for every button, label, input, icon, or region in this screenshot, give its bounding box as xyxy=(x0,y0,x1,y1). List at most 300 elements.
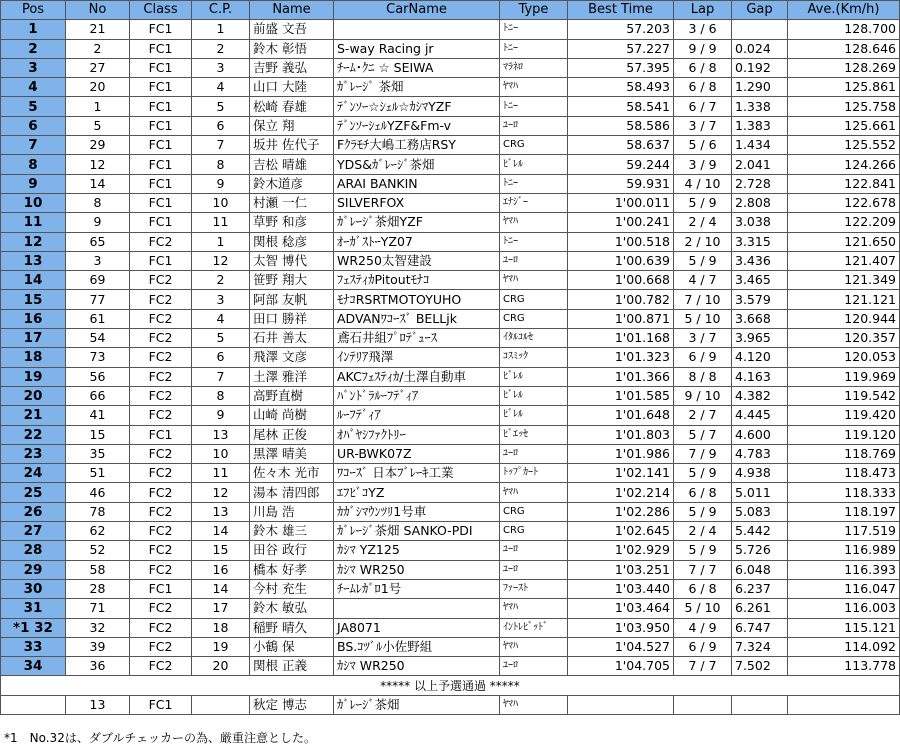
cell-lap: 2 / 10 xyxy=(674,232,732,251)
cell-pos: 18 xyxy=(1,348,66,367)
cell-class: FC1 xyxy=(130,695,192,714)
cell-gap: 1.290 xyxy=(732,78,788,97)
cell-name: 山口 大陸 xyxy=(250,78,334,97)
cell-gap: 4.938 xyxy=(732,464,788,483)
cell-lap: 3 / 6 xyxy=(674,20,732,39)
cell-name: 高野直樹 xyxy=(250,386,334,405)
cell-lap: 6 / 8 xyxy=(674,78,732,97)
cell-no: 41 xyxy=(66,406,130,425)
cell-lap: 5 / 10 xyxy=(674,309,732,328)
cell-cp: 10 xyxy=(192,193,250,212)
cell-no: 36 xyxy=(66,657,130,676)
cell-lap: 5 / 9 xyxy=(674,193,732,212)
cell-type: ﾔﾏﾊ xyxy=(500,78,568,97)
cell-carname: WR250太智建設 xyxy=(334,251,500,270)
cell-gap: 2.728 xyxy=(732,174,788,193)
cell-pos: 1 xyxy=(1,20,66,39)
cell-carname: UR-BWK07Z xyxy=(334,444,500,463)
cell-best-time: 57.227 xyxy=(568,39,674,58)
cell-no: 35 xyxy=(66,444,130,463)
cell-lap: 8 / 8 xyxy=(674,367,732,386)
cell-pos: 25 xyxy=(1,483,66,502)
cell-no: 71 xyxy=(66,599,130,618)
cell-lap xyxy=(674,695,732,714)
cell-average: 116.003 xyxy=(788,599,900,618)
cell-cp: 13 xyxy=(192,502,250,521)
cell-name: 前盛 文吾 xyxy=(250,20,334,39)
cell-class: FC2 xyxy=(130,560,192,579)
cell-cp: 9 xyxy=(192,406,250,425)
cell-type: ﾔﾏﾊ xyxy=(500,483,568,502)
cell-best-time: 1'01.168 xyxy=(568,329,674,348)
cell-carname: ARAI BANKIN xyxy=(334,174,500,193)
cell-gap: 4.163 xyxy=(732,367,788,386)
cell-best-time: 59.244 xyxy=(568,155,674,174)
cell-name: 阿部 友帆 xyxy=(250,290,334,309)
cell-cp: 8 xyxy=(192,155,250,174)
cell-class: FC2 xyxy=(130,232,192,251)
cell-gap: 2.808 xyxy=(732,193,788,212)
cell-lap: 4 / 7 xyxy=(674,271,732,290)
cell-gap: 0.192 xyxy=(732,58,788,77)
cell-no: 69 xyxy=(66,271,130,290)
cell-no: 52 xyxy=(66,541,130,560)
cell-name: 吉松 晴雄 xyxy=(250,155,334,174)
cell-no: 14 xyxy=(66,174,130,193)
cell-name: 鈴木 彰悟 xyxy=(250,39,334,58)
cell-best-time: 1'01.323 xyxy=(568,348,674,367)
table-row xyxy=(1,348,900,367)
cell-cp xyxy=(192,695,250,714)
footnote: *1 No.32は、ダブルチェッカーの為、厳重注意とした。 xyxy=(4,731,316,745)
col-header-no: No xyxy=(66,1,130,20)
cell-average: 119.969 xyxy=(788,367,900,386)
cell-pos: 19 xyxy=(1,367,66,386)
cell-cp: 18 xyxy=(192,618,250,637)
cell-class: FC2 xyxy=(130,367,192,386)
cell-gap xyxy=(732,695,788,714)
cell-class: FC1 xyxy=(130,39,192,58)
cell-best-time: 1'02.645 xyxy=(568,522,674,541)
cell-no: 39 xyxy=(66,637,130,656)
cell-average: 118.333 xyxy=(788,483,900,502)
cell-name: 山崎 尚樹 xyxy=(250,406,334,425)
cell-best-time: 1'03.251 xyxy=(568,560,674,579)
cell-pos: 12 xyxy=(1,232,66,251)
cell-name: 保立 翔 xyxy=(250,116,334,135)
cell-pos: 22 xyxy=(1,425,66,444)
table-row xyxy=(1,579,900,598)
cell-average: 116.047 xyxy=(788,579,900,598)
cell-average: 114.092 xyxy=(788,637,900,656)
cell-type: ﾋﾞﾚﾙ xyxy=(500,367,568,386)
cell-no: 77 xyxy=(66,290,130,309)
cell-best-time: 1'00.871 xyxy=(568,309,674,328)
table-row xyxy=(1,599,900,618)
cell-pos: 4 xyxy=(1,78,66,97)
cell-no: 15 xyxy=(66,425,130,444)
cell-name: 佐々木 光市 xyxy=(250,464,334,483)
cell-carname: JA8071 xyxy=(334,618,500,637)
cell-class: FC1 xyxy=(130,78,192,97)
cell-average: 125.758 xyxy=(788,97,900,116)
cell-no: 8 xyxy=(66,193,130,212)
cell-average: 122.841 xyxy=(788,174,900,193)
qualifying-separator-row xyxy=(1,676,900,695)
cell-best-time: 1'01.648 xyxy=(568,406,674,425)
table-row xyxy=(1,406,900,425)
col-header-gap: Gap xyxy=(732,1,788,20)
cell-carname: ｵｰｶﾞｽﾄｰYZ07 xyxy=(334,232,500,251)
cell-cp: 2 xyxy=(192,271,250,290)
cell-lap: 3 / 9 xyxy=(674,155,732,174)
cell-best-time: 1'04.527 xyxy=(568,637,674,656)
cell-cp: 17 xyxy=(192,599,250,618)
cell-best-time: 1'00.639 xyxy=(568,251,674,270)
cell-pos: 5 xyxy=(1,97,66,116)
cell-carname: ﾜｺｰｽﾞ 日本ﾌﾞﾚｰｷ工業 xyxy=(334,464,500,483)
cell-gap: 4.120 xyxy=(732,348,788,367)
cell-name: 土澤 雅洋 xyxy=(250,367,334,386)
cell-class: FC1 xyxy=(130,579,192,598)
cell-name: 秋定 博志 xyxy=(250,695,334,714)
cell-pos: 8 xyxy=(1,155,66,174)
cell-no: 29 xyxy=(66,136,130,155)
col-header-carname: CarName xyxy=(334,1,500,20)
cell-type: ﾋﾞﾚﾙ xyxy=(500,155,568,174)
cell-pos: 15 xyxy=(1,290,66,309)
cell-average: 121.650 xyxy=(788,232,900,251)
cell-pos: 14 xyxy=(1,271,66,290)
cell-name: 今村 充生 xyxy=(250,579,334,598)
cell-cp: 1 xyxy=(192,232,250,251)
qualifying-separator: ***** 以上予選通過 ***** xyxy=(1,676,900,695)
cell-type: ﾔﾏﾊ xyxy=(500,599,568,618)
cell-name: 石井 善太 xyxy=(250,329,334,348)
cell-name: 黒澤 晴美 xyxy=(250,444,334,463)
cell-lap: 6 / 9 xyxy=(674,348,732,367)
cell-name: 田谷 政行 xyxy=(250,541,334,560)
cell-average: 122.209 xyxy=(788,213,900,232)
cell-type: ﾕｰﾛ xyxy=(500,657,568,676)
cell-type: ﾄﾆｰ xyxy=(500,232,568,251)
cell-carname: ｶﾞﾚｰｼﾞ茶畑YZF xyxy=(334,213,500,232)
cell-name: 坂井 佐代子 xyxy=(250,136,334,155)
table-row xyxy=(1,657,900,676)
table-row xyxy=(1,174,900,193)
cell-lap: 3 / 7 xyxy=(674,116,732,135)
cell-class: FC2 xyxy=(130,444,192,463)
cell-pos: *1 32 xyxy=(1,618,66,637)
cell-carname: 鳶石井組ﾌﾟﾛﾃﾞｭｰｽ xyxy=(334,329,500,348)
cell-pos: 21 xyxy=(1,406,66,425)
cell-best-time: 1'00.668 xyxy=(568,271,674,290)
cell-pos: 2 xyxy=(1,39,66,58)
cell-carname: ｴﾌﾋﾞｺYZ xyxy=(334,483,500,502)
cell-cp: 20 xyxy=(192,657,250,676)
cell-cp: 12 xyxy=(192,251,250,270)
cell-gap: 3.668 xyxy=(732,309,788,328)
cell-class: FC2 xyxy=(130,657,192,676)
cell-best-time: 1'03.440 xyxy=(568,579,674,598)
cell-carname: ADVANﾜｺｰｽﾞ BELLjk xyxy=(334,309,500,328)
table-row xyxy=(1,136,900,155)
cell-pos: 6 xyxy=(1,116,66,135)
cell-type: ﾕｰﾛ xyxy=(500,116,568,135)
cell-name: 小鶴 保 xyxy=(250,637,334,656)
cell-gap: 5.011 xyxy=(732,483,788,502)
cell-name: 飛澤 文彦 xyxy=(250,348,334,367)
cell-gap: 6.237 xyxy=(732,579,788,598)
cell-best-time: 57.395 xyxy=(568,58,674,77)
cell-name: 松崎 春雄 xyxy=(250,97,334,116)
cell-lap: 6 / 8 xyxy=(674,58,732,77)
cell-cp: 13 xyxy=(192,425,250,444)
cell-lap: 2 / 7 xyxy=(674,406,732,425)
cell-average: 120.053 xyxy=(788,348,900,367)
cell-name: 尾林 正俊 xyxy=(250,425,334,444)
cell-class: FC1 xyxy=(130,136,192,155)
cell-type: ｲﾀﾙｺﾙｾ xyxy=(500,329,568,348)
cell-carname: YDS&ｶﾞﾚｰｼﾞ茶畑 xyxy=(334,155,500,174)
table-row xyxy=(1,213,900,232)
table-row xyxy=(1,290,900,309)
cell-no: 54 xyxy=(66,329,130,348)
cell-cp: 15 xyxy=(192,541,250,560)
cell-no: 78 xyxy=(66,502,130,521)
cell-carname: ｶﾞﾚｰｼﾞ茶畑 SANKO-PDI xyxy=(334,522,500,541)
cell-best-time: 1'00.782 xyxy=(568,290,674,309)
cell-pos: 13 xyxy=(1,251,66,270)
cell-no: 20 xyxy=(66,78,130,97)
cell-type: ﾋﾞﾚﾙ xyxy=(500,406,568,425)
cell-lap: 5 / 7 xyxy=(674,425,732,444)
cell-no: 2 xyxy=(66,39,130,58)
col-header-name: Name xyxy=(250,1,334,20)
cell-cp: 4 xyxy=(192,309,250,328)
cell-average: 118.769 xyxy=(788,444,900,463)
cell-no: 32 xyxy=(66,618,130,637)
cell-carname xyxy=(334,599,500,618)
cell-cp: 7 xyxy=(192,367,250,386)
cell-lap: 5 / 9 xyxy=(674,541,732,560)
cell-no: 3 xyxy=(66,251,130,270)
cell-type: CRG xyxy=(500,502,568,521)
cell-average: 120.944 xyxy=(788,309,900,328)
table-row xyxy=(1,20,900,39)
cell-class: FC1 xyxy=(130,116,192,135)
cell-pos: 16 xyxy=(1,309,66,328)
cell-lap: 9 / 10 xyxy=(674,386,732,405)
cell-cp: 3 xyxy=(192,58,250,77)
cell-cp: 2 xyxy=(192,39,250,58)
cell-lap: 7 / 7 xyxy=(674,560,732,579)
cell-no: 58 xyxy=(66,560,130,579)
cell-carname: S-way Racing jr xyxy=(334,39,500,58)
cell-type: ﾄｯﾌﾟｶｰﾄ xyxy=(500,464,568,483)
cell-average: 118.473 xyxy=(788,464,900,483)
cell-carname: ﾁｰﾑﾚｶﾞﾛ1号 xyxy=(334,579,500,598)
cell-carname: ｶｼﾏ YZ125 xyxy=(334,541,500,560)
cell-average: 119.120 xyxy=(788,425,900,444)
cell-type: ｲﾝﾄﾚﾋﾞｯﾄﾞ xyxy=(500,618,568,637)
cell-class: FC1 xyxy=(130,213,192,232)
cell-gap: 2.041 xyxy=(732,155,788,174)
col-header-pos: Pos xyxy=(1,1,66,20)
cell-class: FC2 xyxy=(130,618,192,637)
cell-name: 湯本 清四郎 xyxy=(250,483,334,502)
cell-type: ﾕｰﾛ xyxy=(500,541,568,560)
cell-best-time: 1'01.986 xyxy=(568,444,674,463)
col-header-lap: Lap xyxy=(674,1,732,20)
cell-lap: 7 / 9 xyxy=(674,444,732,463)
cell-lap: 6 / 8 xyxy=(674,483,732,502)
cell-type: CRG xyxy=(500,522,568,541)
cell-best-time: 1'04.705 xyxy=(568,657,674,676)
cell-type: ﾔﾏﾊ xyxy=(500,271,568,290)
cell-name: 川島 浩 xyxy=(250,502,334,521)
table-row xyxy=(1,522,900,541)
cell-name: 橋本 好孝 xyxy=(250,560,334,579)
table-row xyxy=(1,309,900,328)
cell-lap: 9 / 9 xyxy=(674,39,732,58)
cell-carname: ﾃﾞﾝｿｰｼｪﾙYZF&Fm-v xyxy=(334,116,500,135)
cell-carname xyxy=(334,20,500,39)
cell-average: 116.989 xyxy=(788,541,900,560)
cell-class: FC2 xyxy=(130,541,192,560)
cell-cp: 11 xyxy=(192,464,250,483)
cell-average: 128.269 xyxy=(788,58,900,77)
cell-average: 120.357 xyxy=(788,329,900,348)
header-row xyxy=(1,1,900,20)
cell-class: FC1 xyxy=(130,97,192,116)
cell-average: 124.266 xyxy=(788,155,900,174)
cell-type: ｺｽﾐｯｸ xyxy=(500,348,568,367)
cell-lap: 4 / 9 xyxy=(674,618,732,637)
cell-class: FC2 xyxy=(130,502,192,521)
cell-name: 笹野 翔大 xyxy=(250,271,334,290)
cell-no: 56 xyxy=(66,367,130,386)
table-row xyxy=(1,39,900,58)
cell-best-time: 1'03.464 xyxy=(568,599,674,618)
cell-best-time: 1'01.585 xyxy=(568,386,674,405)
cell-pos: 31 xyxy=(1,599,66,618)
cell-no: 13 xyxy=(66,695,130,714)
cell-pos: 10 xyxy=(1,193,66,212)
table-row xyxy=(1,464,900,483)
cell-cp: 10 xyxy=(192,444,250,463)
cell-cp: 5 xyxy=(192,329,250,348)
cell-gap: 4.600 xyxy=(732,425,788,444)
table-row xyxy=(1,232,900,251)
cell-gap: 4.445 xyxy=(732,406,788,425)
cell-best-time xyxy=(568,695,674,714)
cell-pos: 23 xyxy=(1,444,66,463)
cell-type: ﾕｰﾛ xyxy=(500,251,568,270)
cell-class: FC1 xyxy=(130,251,192,270)
cell-average: 118.197 xyxy=(788,502,900,521)
cell-name: 鈴木 雄三 xyxy=(250,522,334,541)
cell-average: 117.519 xyxy=(788,522,900,541)
cell-no: 27 xyxy=(66,58,130,77)
cell-gap: 7.502 xyxy=(732,657,788,676)
cell-gap: 5.083 xyxy=(732,502,788,521)
col-header-type: Type xyxy=(500,1,568,20)
cell-gap: 4.382 xyxy=(732,386,788,405)
cell-type: ﾋﾞﾚﾙ xyxy=(500,386,568,405)
cell-cp: 5 xyxy=(192,97,250,116)
cell-class: FC1 xyxy=(130,193,192,212)
cell-type: ﾄﾆｰ xyxy=(500,97,568,116)
cell-lap: 7 / 10 xyxy=(674,290,732,309)
cell-gap: 4.783 xyxy=(732,444,788,463)
cell-no: 51 xyxy=(66,464,130,483)
cell-best-time: 1'01.366 xyxy=(568,367,674,386)
cell-gap: 3.436 xyxy=(732,251,788,270)
cell-gap: 6.747 xyxy=(732,618,788,637)
cell-lap: 5 / 9 xyxy=(674,502,732,521)
cell-carname: ｵﾊﾞﾔｼﾌｧｸﾄﾘｰ xyxy=(334,425,500,444)
cell-cp: 9 xyxy=(192,174,250,193)
table-row xyxy=(1,367,900,386)
cell-gap: 3.579 xyxy=(732,290,788,309)
cell-pos: 7 xyxy=(1,136,66,155)
result-rows xyxy=(1,20,900,676)
table-row xyxy=(1,444,900,463)
cell-carname: BS.ｺﾂﾞﾙ小佐野組 xyxy=(334,637,500,656)
cell-name: 関根 正義 xyxy=(250,657,334,676)
cell-pos: 29 xyxy=(1,560,66,579)
cell-type: ﾋﾞｴｯｾ xyxy=(500,425,568,444)
cell-no: 62 xyxy=(66,522,130,541)
cell-lap: 6 / 8 xyxy=(674,579,732,598)
cell-type: ﾔﾏﾊ xyxy=(500,695,568,714)
cell-carname: AKCﾌｪｽﾃｨｶ/土澤自動車 xyxy=(334,367,500,386)
cell-average: 119.542 xyxy=(788,386,900,405)
col-header-cp: C.P. xyxy=(192,1,250,20)
cell-best-time: 1'02.286 xyxy=(568,502,674,521)
cell-cp: 6 xyxy=(192,116,250,135)
cell-best-time: 1'02.214 xyxy=(568,483,674,502)
table-footer xyxy=(1,676,900,715)
cell-average xyxy=(788,695,900,714)
cell-class: FC2 xyxy=(130,522,192,541)
cell-lap: 4 / 10 xyxy=(674,174,732,193)
cell-gap: 5.726 xyxy=(732,541,788,560)
cell-lap: 5 / 6 xyxy=(674,136,732,155)
table-row xyxy=(1,58,900,77)
cell-lap: 2 / 4 xyxy=(674,522,732,541)
table-row xyxy=(1,116,900,135)
cell-carname: SILVERFOX xyxy=(334,193,500,212)
cell-class: FC2 xyxy=(130,599,192,618)
cell-carname: ﾃﾞﾝｿｰ☆ｼｪﾙ☆ｶｼﾏYZF xyxy=(334,97,500,116)
cell-class: FC1 xyxy=(130,20,192,39)
cell-carname: ｶｼﾏ WR250 xyxy=(334,560,500,579)
cell-lap: 6 / 7 xyxy=(674,97,732,116)
cell-class: FC2 xyxy=(130,348,192,367)
cell-class: FC2 xyxy=(130,290,192,309)
cell-type: ﾔﾏﾊ xyxy=(500,637,568,656)
cell-best-time: 58.637 xyxy=(568,136,674,155)
cell-pos: 30 xyxy=(1,579,66,598)
cell-name: 鈴木道彦 xyxy=(250,174,334,193)
cell-class: FC1 xyxy=(130,174,192,193)
cell-average: 128.700 xyxy=(788,20,900,39)
cell-cp: 12 xyxy=(192,483,250,502)
cell-best-time: 1'01.803 xyxy=(568,425,674,444)
cell-gap: 3.465 xyxy=(732,271,788,290)
